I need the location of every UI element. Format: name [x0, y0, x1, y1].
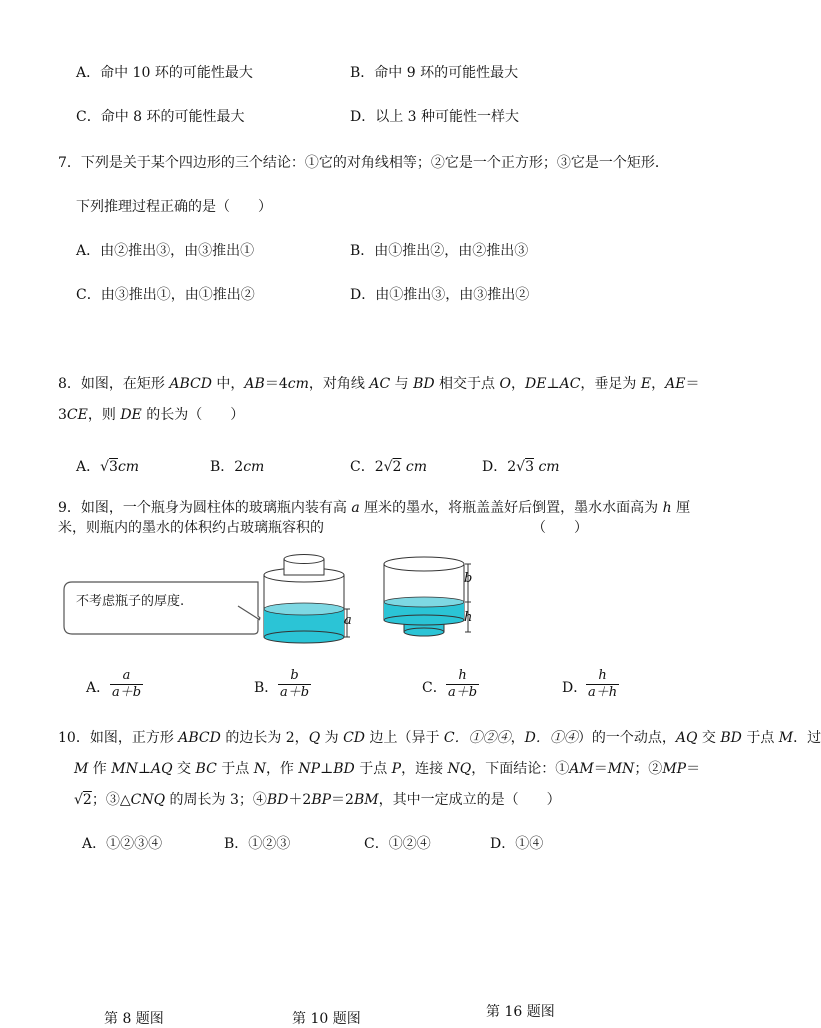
q9-stem-line-2: 米，则瓶内的墨水的体积约占玻璃瓶容积的	[58, 520, 324, 536]
bubble-text: 不考虑瓶子的厚度.	[76, 594, 185, 609]
q9-option-c-label: C．	[422, 680, 447, 696]
q8-option-d: D．2√3 cm	[482, 459, 560, 475]
caption-fig-10: 第 10 题图	[292, 1011, 361, 1027]
q7-option-a: A．由②推出③，由③推出①	[76, 243, 255, 259]
caption-fig-8: 第 8 题图	[104, 1011, 164, 1027]
q10-stem-line-1: 10．如图，正方形 ABCD 的边长为 2，Q 为 CD 边上（异于 C．①②④，D．①④）的一个动点，AQ 交 BD 于点 M．过	[58, 730, 821, 746]
q10-stem-line-3: √2；③△CNQ 的周长为 3；④BD＋2BP＝2BM，其中一定成立的是（ ）	[74, 792, 561, 808]
q10-option-d: D．①④	[490, 836, 544, 852]
q7-option-c: C．由③推出①，由①推出②	[76, 287, 255, 303]
q9-option-d-label: D．	[562, 680, 588, 696]
q9-option-b-label: B．	[254, 680, 279, 696]
q9-option-a-fraction: $\frac{a}{a+b}$	[112, 668, 142, 700]
label-a: a	[344, 613, 352, 628]
q10-option-a: A．①②③④	[82, 836, 163, 852]
q9-option-d-fraction: $\frac{h}{a+h}$	[588, 668, 618, 700]
q7-option-b: B．由①推出②，由②推出③	[350, 243, 529, 259]
q9-option-a-label: A．	[86, 680, 111, 696]
q10-stem-line-2: M 作 MN⊥AQ 交 BC 于点 N，作 NP⊥BD 于点 P，连接 NQ，下面结论：①AM＝MN；②MP＝	[74, 761, 701, 777]
caption-fig-16: 第 16 题图	[486, 1004, 555, 1020]
q9-stem-line-1: 9．如图，一个瓶身为圆柱体的玻璃瓶内装有高 a 厘米的墨水，将瓶盖盖好后倒置，墨水水面高为 h 厘	[58, 500, 691, 516]
label-h: h	[464, 610, 473, 625]
q8-stem-line-1: 8．如图，在矩形 ABCD 中，AB＝4cm，对角线 AC 与 BD 相交于点 O，DE⊥AC，垂足为 E，AE＝	[58, 376, 700, 392]
q8-option-b: B．2cm	[210, 459, 265, 475]
q10-option-b: B．①②③	[224, 836, 291, 852]
q6-option-d: D．以上 3 种可能性一样大	[350, 109, 520, 125]
q6-option-b: B．命中 9 环的可能性最大	[350, 65, 519, 81]
q7-stem-2: 下列推理过程正确的是（ ）	[76, 199, 272, 215]
q8-option-c: C．2√2 cm	[350, 459, 428, 475]
q7-option-d: D．由①推出③，由③推出②	[350, 287, 530, 303]
q9-option-c-fraction: $\frac{h}{a+b}$	[448, 668, 478, 700]
q8-option-a: A．√3cm	[76, 459, 140, 475]
q9-answer-paren: （ ）	[532, 520, 588, 536]
q9-option-b-fraction: $\frac{b}{a+b}$	[280, 668, 310, 700]
q8-stem-line-2: 3CE，则 DE 的长为（ ）	[58, 407, 245, 423]
bottle-upright	[262, 553, 372, 643]
q6-option-a: A．命中 10 环的可能性最大	[76, 65, 253, 81]
q6-option-c: C．命中 8 环的可能性最大	[76, 109, 245, 125]
q10-option-c: C．①②④	[364, 836, 431, 852]
label-b: b	[464, 571, 473, 586]
q7-stem: 7．下列是关于某个四边形的三个结论：①它的对角线相等；②它是一个正方形；③它是一个矩形．	[58, 155, 669, 171]
